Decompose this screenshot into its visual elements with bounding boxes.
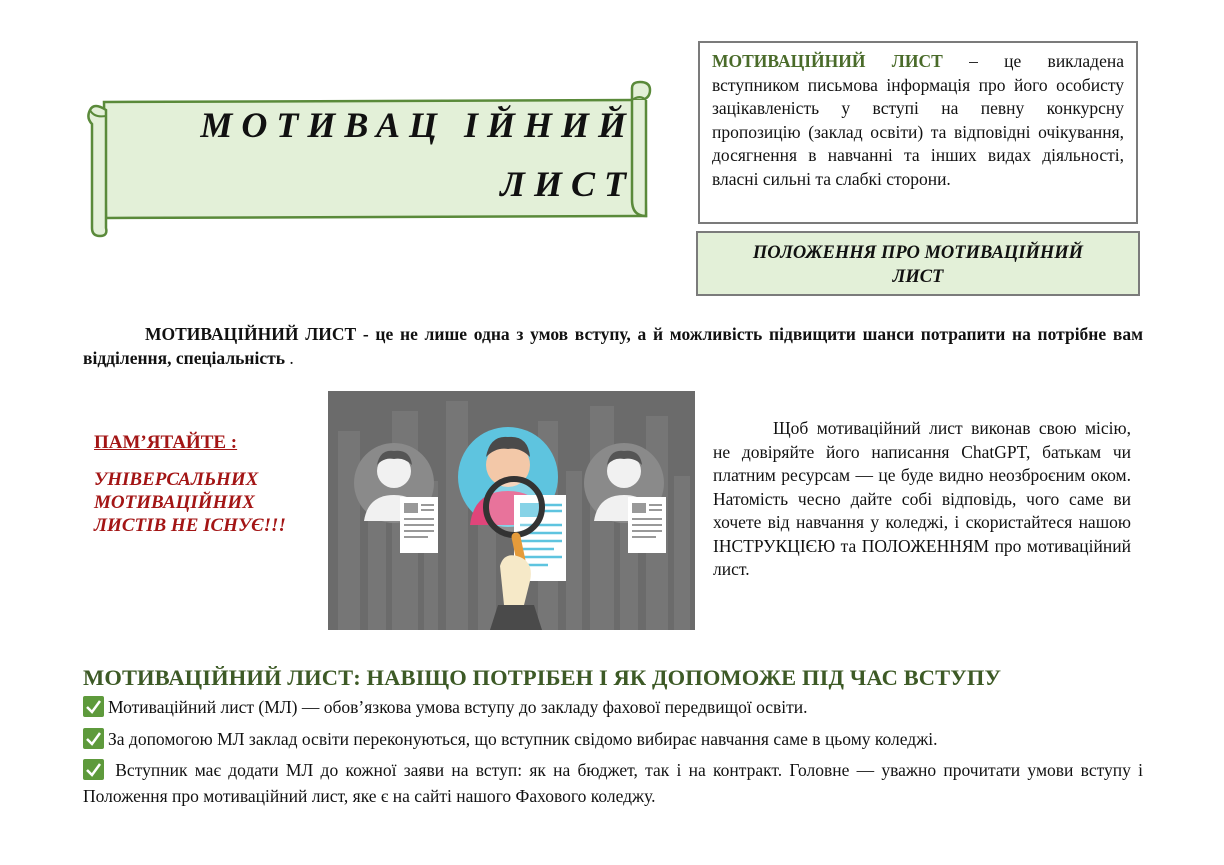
intro-tail: .: [284, 348, 294, 368]
intro-text: МОТИВАЦІЙНИЙ ЛИСТ - це не лише одна з умов вступу, а й можливість підвищити шанси потрапити на потрібне вам відділення, спеціальність: [83, 324, 1143, 368]
intro-paragraph: [83, 322, 1143, 370]
bullet-text: За допомогою МЛ заклад освіти переконуються, що вступник свідомо вибирає навчання саме в цьому коледжі.: [108, 729, 938, 749]
definition-box: [698, 41, 1138, 224]
bullet-item: [83, 757, 1143, 809]
banner-title-line2: ЛИСТ: [500, 164, 635, 204]
bullet-item: [83, 726, 1143, 752]
regulation-link-box[interactable]: ПОЛОЖЕННЯ ПРО МОТИВАЦІЙНИЙ ЛИСТ: [696, 231, 1140, 296]
banner-title-line1: МОТИВАЦ ІЙНИЙ: [200, 105, 635, 145]
check-mark-icon: [83, 728, 104, 749]
definition-term: МОТИВАЦІЙНИЙ ЛИСТ: [712, 51, 943, 71]
remember-text: УНІВЕРСАЛЬНИХ МОТИВАЦІЙНИХ ЛИСТІВ НЕ ІСНУЄ!!!: [94, 469, 286, 536]
definition-text: – це викладена вступником письмова інформація про його особисту зацікавленість у вступі на певну конкурсну пропозицію (заклад освіти) та відповідні очікування, досягнення в навчанні та інших видах діяльності, власні сильні та слабкі сторони.: [712, 51, 1124, 189]
instruction-paragraph: Щоб мотиваційний лист виконав свою місію, не довіряйте його написання ChatGPT, батькам чи платним ресурсам — це буде видно неозброєним оком. Натомість чесно дайте собі відповідь, чого саме ви хочете від навчання у коледжі, і скористайтеся нашою ІНСТРУКЦІЄЮ та ПОЛОЖЕННЯМ про мотиваційний лист.: [713, 418, 1131, 579]
check-mark-icon: [83, 759, 104, 780]
bullet-text: Мотиваційний лист (МЛ) — обов’язкова умова вступу до закладу фахової передвищої освіти.: [108, 697, 808, 717]
check-mark-icon: [83, 696, 104, 717]
remember-title: ПАМ’ЯТАЙТЕ :: [94, 432, 238, 453]
bullet-text: Вступник має додати МЛ до кожної заяви на вступ: як на бюджет, так і на контракт. Головне — уважно прочитати умови вступу і Положення про мотиваційний лист, яке є на сайті нашого Фахового коледжу.: [83, 760, 1143, 806]
section-heading: МОТИВАЦІЙНИЙ ЛИСТ: НАВІЩО ПОТРІБЕН І ЯК ДОПОМОЖЕ ПІД ЧАС ВСТУПУ: [83, 665, 1002, 690]
bullet-item: [83, 694, 1143, 720]
magnifier-candidates-illustration: [328, 391, 695, 630]
